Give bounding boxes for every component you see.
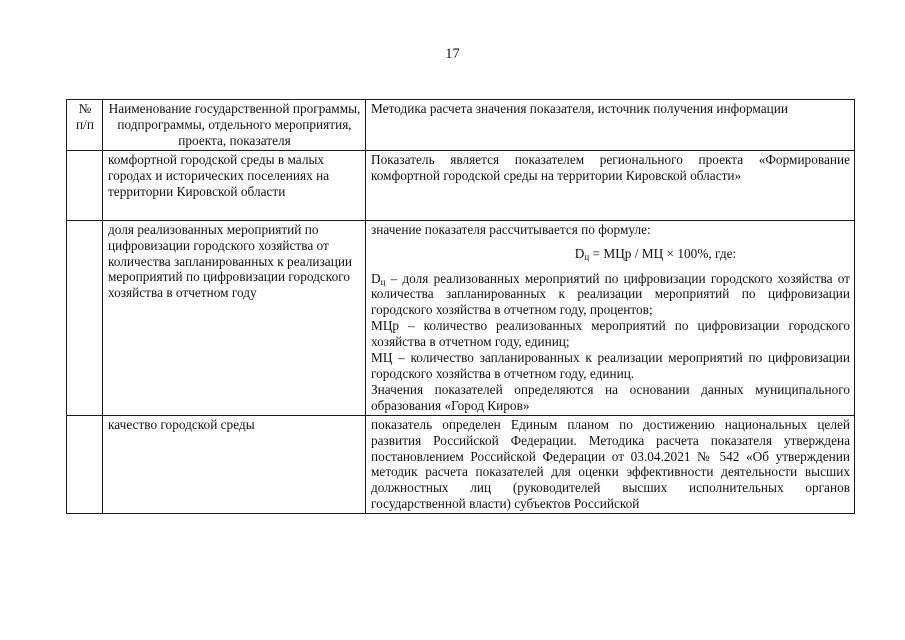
formula-subscript: ц <box>584 251 590 262</box>
indicator-method: Показатель является показателем регионального проекта «Формирование комфортной городской среды на территории Кировской области» <box>366 150 855 220</box>
definition-dc <box>371 271 850 319</box>
header-number <box>67 100 103 151</box>
row-number <box>67 220 103 415</box>
indicator-method <box>366 220 855 415</box>
header-method: Методика расчета значения показателя, источник получения информации <box>366 100 855 151</box>
header-number-symbol: № <box>78 101 92 116</box>
page-number: 17 <box>445 46 460 62</box>
table-row <box>67 415 855 513</box>
definition-dc-subscript: ц <box>380 276 386 287</box>
indicator-name: качество городской среды <box>103 415 366 513</box>
header-number-label: п/п <box>76 116 94 132</box>
table-row <box>67 220 855 415</box>
table-row <box>67 150 855 220</box>
header-name: Наименование государственной программы, подпрограммы, отдельного мероприятия, проекта, показателя <box>103 100 366 151</box>
indicator-name: доля реализованных мероприятий по цифровизации городского хозяйства от количества запланированных к реализации мероприятий по цифровизации городского хозяйства в отчетном году <box>103 220 366 415</box>
definition-mc: МЦ – количество запланированных к реализации мероприятий по цифровизации городского хозяйства в отчетном году, единиц. <box>371 350 850 381</box>
formula-expression: = МЦр / МЦ × 100%, где: <box>589 245 737 261</box>
data-source: Значения показателей определяются на основании данных муниципального образования «Город Киров» <box>371 381 850 413</box>
indicator-method: показатель определен Единым планом по достижению национальных целей развития Российской Федерации. Методика расчета показателя утверждена постановлением Российской Федерации от 03.04.2021 № 542 «Об утверждении методик расчета показателей для оценки эффективности деятельности высших должностных лиц (руководителей высших исполнительных органов государственной власти) субъектов Российской <box>366 415 855 513</box>
definition-mcr: МЦр – количество реализованных мероприятий по цифровизации городского хозяйства в отчетном году, единиц; <box>371 318 850 350</box>
row-number <box>67 415 103 513</box>
row-number <box>67 150 103 220</box>
indicator-name: комфортной городской среды в малых городах и исторических поселениях на территории Кировской области <box>103 150 366 220</box>
formula-symbol: D <box>574 245 585 261</box>
definition-dc-text: – доля реализованных мероприятий по цифровизации городского хозяйства от количества запланированных к реализации мероприятий по цифровизации городского хозяйства в отчетном году, процентов; <box>371 270 850 318</box>
formula <box>371 246 850 262</box>
indicator-table <box>66 99 855 514</box>
definition-dc-symbol: D <box>371 270 381 286</box>
table-header-row <box>67 100 855 151</box>
method-intro: значение показателя рассчитывается по формуле: <box>371 221 651 237</box>
